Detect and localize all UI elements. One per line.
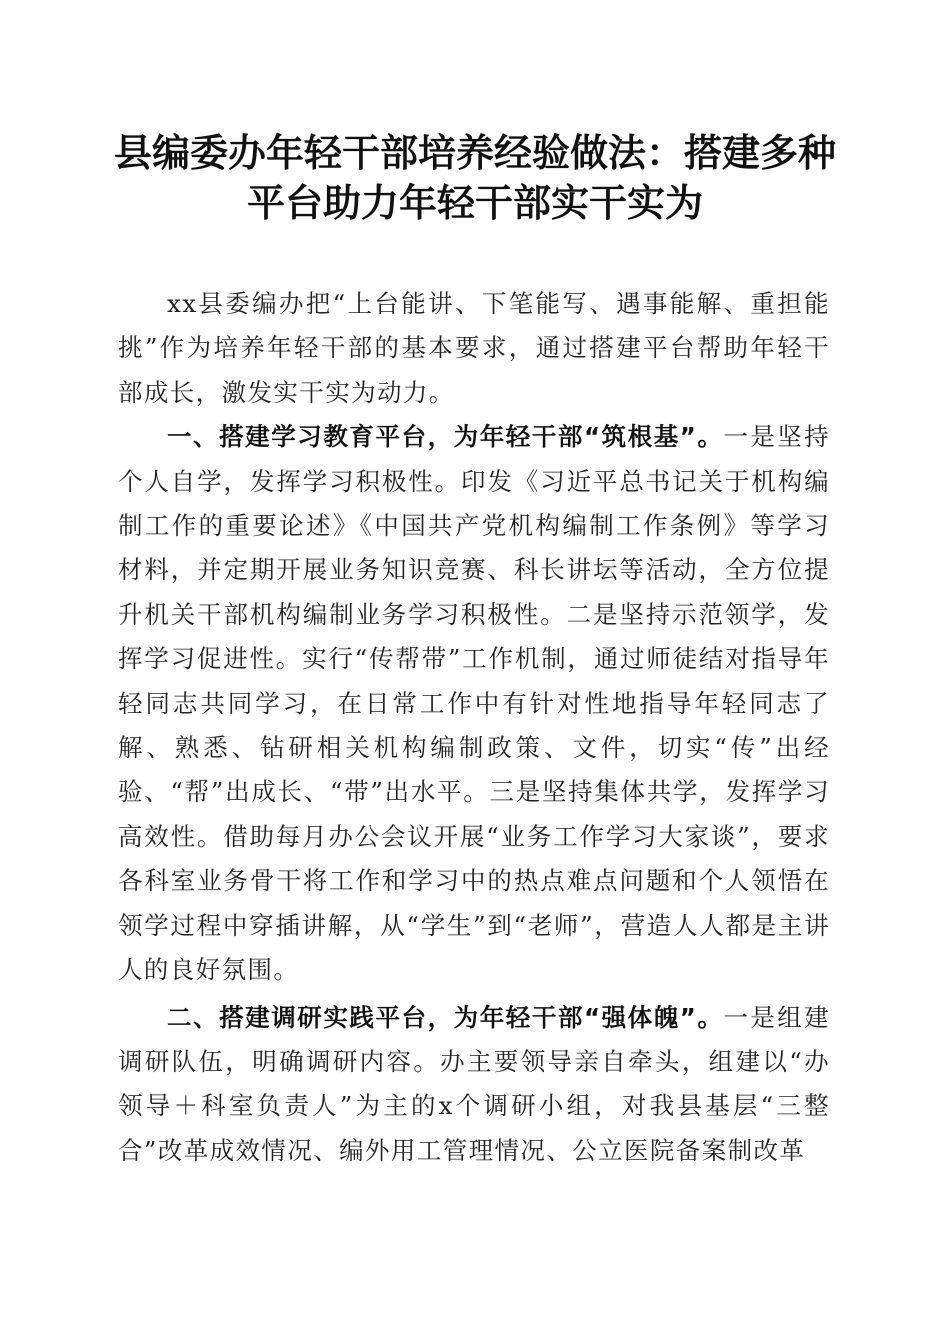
section-1-text: 一是坚持个人自学，发挥学习积极性。印发《习近平总书记关于机构编制工作的重要论述》《中国共产党机构编制工作条例》等学习材料，并定期开展业务知识竞赛、科长讲坛等活动，全方位提升机关干部机构编制业务学习积极性。二是坚持示范领学，发挥学习促进性。实行“传帮带”工作机制，通过师徒结对指导年轻同志共同学习，在日常工作中有针对性地指导年轻同志了解、熟悉、钻研相关机构编制政策、文件，切实“传”出经验、“帮”出成长、“带”出水平。三是坚持集体共学，发挥学习高效性。借助每月办公会议开展“业务工作学习大家谈”，要求各科室业务骨干将工作和学习中的热点难点问题和个人领悟在领学过程中穿插讲解，从“学生”到“老师”，营造人人都是主讲人的良好氛围。 — [118, 422, 830, 985]
section-2-text: 一是组建调研队伍，明确调研内容。办主要领导亲自牵头，组建以“办领导＋科室负责人”为主的x个调研小组，对我县基层“三整合”改革成效情况、编外用工管理情况、公立医院备案制改革 — [118, 1002, 830, 1165]
document-title: 县编委办年轻干部培养经验做法：搭建多种平台助力年轻干部实干实为 — [113, 130, 836, 225]
section-1-paragraph — [118, 415, 830, 992]
section-1-heading: 一、搭建学习教育平台，为年轻干部“筑根基”。 — [167, 422, 724, 452]
section-2-heading: 二、搭建调研实践平台，为年轻干部“强体魄”。 — [167, 1002, 724, 1032]
document-body — [118, 282, 830, 1173]
intro-paragraph: xx县委编办把“上台能讲、下笔能写、遇事能解、重担能挑”作为培养年轻干部的基本要求，通过搭建平台帮助年轻干部成长，激发实干实为动力。 — [118, 289, 830, 407]
section-2-paragraph — [118, 996, 830, 1174]
